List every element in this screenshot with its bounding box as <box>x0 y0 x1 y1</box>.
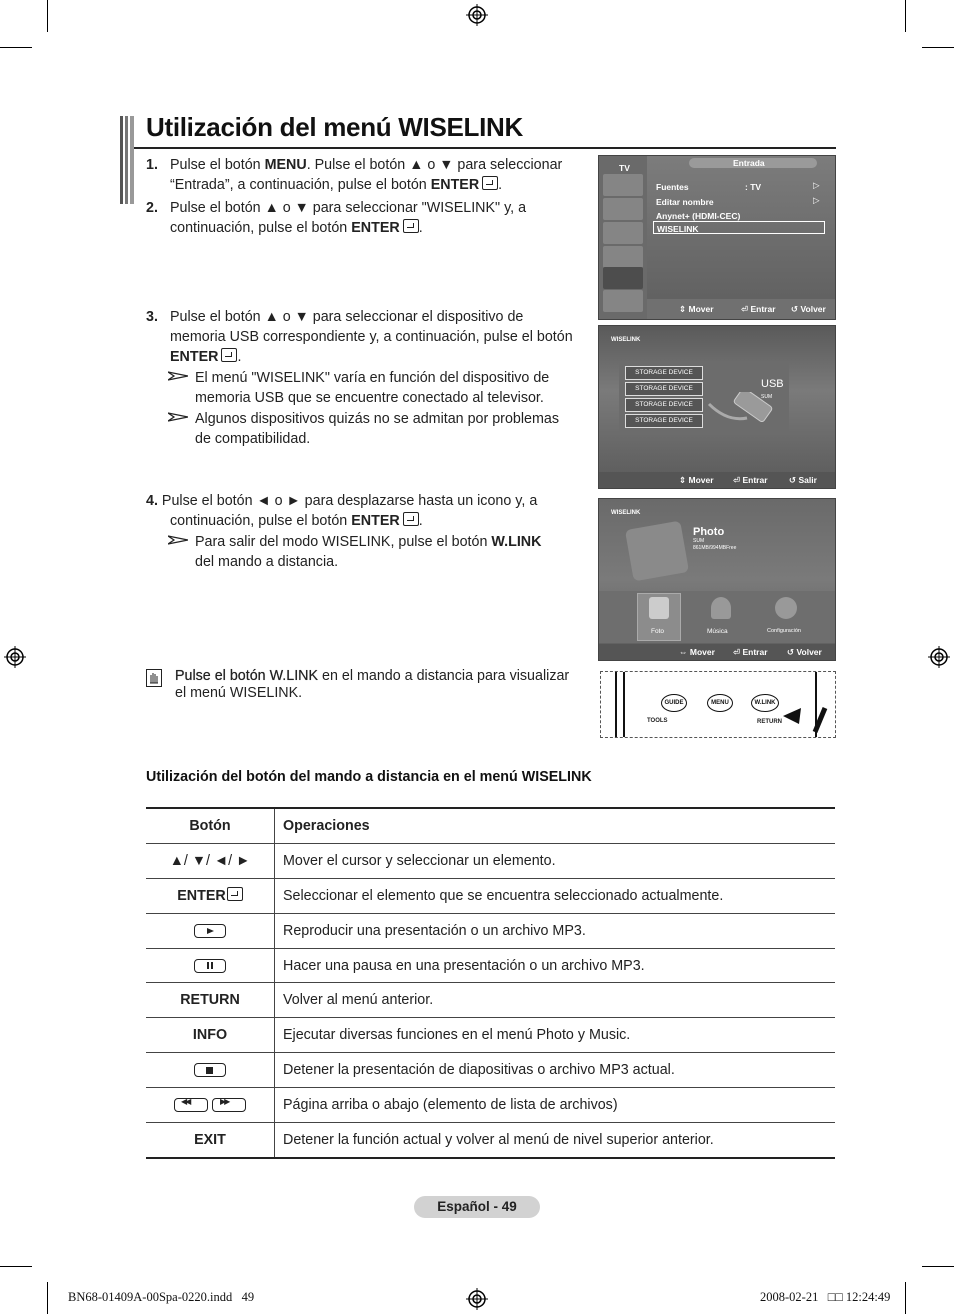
crop-mark <box>905 0 906 32</box>
screen-header: Entrada <box>733 158 765 168</box>
photo-title: Photo <box>693 526 725 538</box>
operation-cell: Detener la presentación de diapositivas o archivo MP3 actual. <box>275 1053 836 1088</box>
usb-plug-icon <box>707 392 775 438</box>
registration-mark-icon <box>928 646 950 668</box>
button-cell <box>146 948 275 983</box>
step-2: 2. Pulse el botón ▲ o ▼ para seleccionar "WISELINK" y, a continuación, pulse el botón ENTER . <box>146 200 527 236</box>
title-rule <box>134 147 836 149</box>
step-4: 4. Pulse el botón ◄ o ► para desplazarse hasta un icono y, a continuación, pulse el botón ENTER . <box>146 493 538 529</box>
settings-icon <box>775 597 797 619</box>
page-number-badge: Español - 49 <box>414 1196 540 1218</box>
foto-icon <box>649 597 669 619</box>
title-side-bar <box>120 116 134 204</box>
crop-mark <box>922 47 954 48</box>
step-number: 3. <box>146 309 158 325</box>
registration-mark-icon <box>466 1288 488 1310</box>
sum-label: SUM <box>693 538 705 544</box>
operation-cell: Reproducir una presentación o un archivo MP3. <box>275 913 836 948</box>
operation-cell: Hacer una pausa en una presentación o un archivo MP3. <box>275 948 836 983</box>
note-arrow-icon <box>168 535 188 545</box>
table-row <box>146 948 835 983</box>
input-icon <box>603 267 643 289</box>
table-row <box>146 878 835 913</box>
tv-screen-wiselink-devices <box>598 325 836 489</box>
button-cell: RETURN <box>146 983 275 1018</box>
button-cell: ▲/ ▼/ ◄/ ► <box>146 843 275 878</box>
enter-icon <box>227 887 243 901</box>
crop-mark <box>905 1282 906 1314</box>
menu-item-sources-value: : TV <box>745 182 762 192</box>
crop-mark <box>47 1282 48 1314</box>
table-row <box>146 1088 835 1123</box>
footer-file-info: BN68-01409A-00Spa-0220.indd 49 <box>68 1290 255 1304</box>
table-header-row <box>146 808 835 843</box>
fast-forward-button-icon <box>212 1098 246 1112</box>
table-row <box>146 1018 835 1053</box>
tools-label: TOOLS <box>647 718 668 724</box>
header-operations: Operaciones <box>275 808 836 843</box>
footer-move: ⇕ Mover <box>679 475 714 485</box>
crop-mark <box>0 47 32 48</box>
crop-mark <box>922 1266 954 1267</box>
arrow-right-icon: ▷ <box>813 180 820 190</box>
menu-item-sources: Fuentes <box>656 182 689 192</box>
step-number: 4. <box>146 493 158 509</box>
menu-button: MENU <box>707 694 733 712</box>
music-icon <box>711 597 731 619</box>
page-title: Utilización del menú WISELINK <box>146 112 523 142</box>
stop-button-icon <box>194 1063 226 1077</box>
step-number: 2. <box>146 200 158 216</box>
operation-cell: Detener la función actual y volver al menú de nivel superior anterior. <box>275 1123 836 1158</box>
enter-icon <box>403 219 419 233</box>
operation-cell: Mover el cursor y seleccionar un elemento. <box>275 843 836 878</box>
table-row <box>146 1053 835 1088</box>
step-3-note-1: El menú "WISELINK" varía en función del dispositivo de memoria USB que se encuentre conectado al televisor. <box>195 370 550 406</box>
setup-icon <box>603 246 643 268</box>
step-4-note: Para salir del modo WISELINK, pulse el botón W.LINK del mando a distancia. <box>195 534 542 570</box>
button-cell <box>146 1053 275 1088</box>
footer-enter: ⏎ Entrar <box>741 304 776 314</box>
storage-device-item: STORAGE DEVICE <box>625 366 703 380</box>
guide-button: GUIDE <box>661 694 687 712</box>
hand-note-icon <box>146 669 162 687</box>
pointer-arrow-icon <box>781 702 831 734</box>
remote-control-illustration <box>600 671 836 738</box>
table-row <box>146 1123 835 1158</box>
section-title: Utilización del botón del mando a distancia en el menú WISELINK <box>146 769 592 785</box>
wiselink-brand: WISELINK <box>611 337 641 343</box>
free-space-label: 861MB/994MBFree <box>693 545 737 551</box>
remote-body-edge <box>615 671 625 738</box>
step-number: 1. <box>146 157 158 173</box>
tv-screen-wiselink-photo <box>598 498 836 661</box>
enter-icon <box>221 348 237 362</box>
menu-item-edit-name: Editar nombre <box>656 197 714 207</box>
icon-label-foto: Foto <box>651 628 665 635</box>
icon-label-musica: Música <box>707 628 728 635</box>
table-row <box>146 983 835 1018</box>
tv-label: TV <box>619 163 630 173</box>
footer-back: ↺ Volver <box>787 647 822 657</box>
play-button-icon <box>194 924 226 938</box>
footer-enter: ⏎ Entrar <box>733 475 768 485</box>
operation-cell: Ejecutar diversas funciones en el menú Photo y Music. <box>275 1018 836 1053</box>
usb-label: USB <box>761 378 784 390</box>
sound-icon <box>603 198 643 220</box>
button-cell: ENTER <box>146 878 275 913</box>
storage-device-item: STORAGE DEVICE <box>625 414 703 428</box>
footer-timestamp: 2008-02-21 □□ 12:24:49 <box>760 1290 891 1304</box>
tv-screen-input-menu <box>598 155 836 320</box>
channel-icon <box>603 222 643 244</box>
note-arrow-icon <box>168 412 188 422</box>
wiselink-brand: WISELINK <box>611 510 641 516</box>
crop-mark <box>0 1266 32 1267</box>
footer-enter: ⏎ Entrar <box>733 647 768 657</box>
footer-exit: ↺ Salir <box>789 475 817 485</box>
footer-move: ⇔ Mover <box>679 647 715 657</box>
note-arrow-icon <box>168 371 188 381</box>
tip-note: Pulse el botón W.LINK en el mando a distancia para visualizar el menú WISELINK. <box>175 668 570 701</box>
enter-icon <box>403 512 419 526</box>
footer-back: ↺ Volver <box>791 304 826 314</box>
table-row <box>146 913 835 948</box>
rewind-button-icon <box>174 1098 208 1112</box>
menu-item-anynet: Anynet+ (HDMI-CEC) <box>656 211 741 221</box>
button-operations-table <box>146 807 835 1159</box>
step-3: 3. Pulse el botón ▲ o ▼ para seleccionar el dispositivo de memoria USB correspondiente y, a continuación, pulse el botón ENTER . <box>146 309 573 365</box>
step-3-note-2: Algunos dispositivos quizás no se admitan por problemas de compatibilidad. <box>195 411 559 447</box>
button-cell <box>146 1088 275 1123</box>
step-1: 1. Pulse el botón MENU. Pulse el botón ▲ o ▼ para seleccionar “Entrada”, a continuación, pulse el botón ENTER . <box>146 157 563 193</box>
operation-cell: Seleccionar el elemento que se encuentra seleccionado actualmente. <box>275 878 836 913</box>
operation-cell: Página arriba o abajo (elemento de lista de archivos) <box>275 1088 836 1123</box>
crop-mark <box>47 0 48 32</box>
picture-icon <box>603 174 643 196</box>
registration-mark-icon <box>466 4 488 26</box>
button-cell <box>146 913 275 948</box>
enter-icon <box>482 176 498 190</box>
icon-label-configuracion: Configuración <box>767 628 801 634</box>
storage-device-item: STORAGE DEVICE <box>625 382 703 396</box>
button-cell: INFO <box>146 1018 275 1053</box>
storage-device-item: STORAGE DEVICE <box>625 398 703 412</box>
wlink-button: W.LINK <box>751 694 779 712</box>
table-row <box>146 843 835 878</box>
camera-image-icon <box>625 521 689 582</box>
operation-cell: Volver al menú anterior. <box>275 983 836 1018</box>
footer-move: ⇕ Mover <box>679 304 714 314</box>
menu-item-wiselink: WISELINK <box>657 224 699 234</box>
registration-mark-icon <box>4 646 26 668</box>
application-icon <box>603 290 643 312</box>
header-button: Botón <box>146 808 275 843</box>
return-label: RETURN <box>757 719 782 725</box>
pause-button-icon <box>194 959 226 973</box>
button-cell: EXIT <box>146 1123 275 1158</box>
arrow-right-icon: ▷ <box>813 195 820 205</box>
sum-label: SUM <box>761 394 773 400</box>
